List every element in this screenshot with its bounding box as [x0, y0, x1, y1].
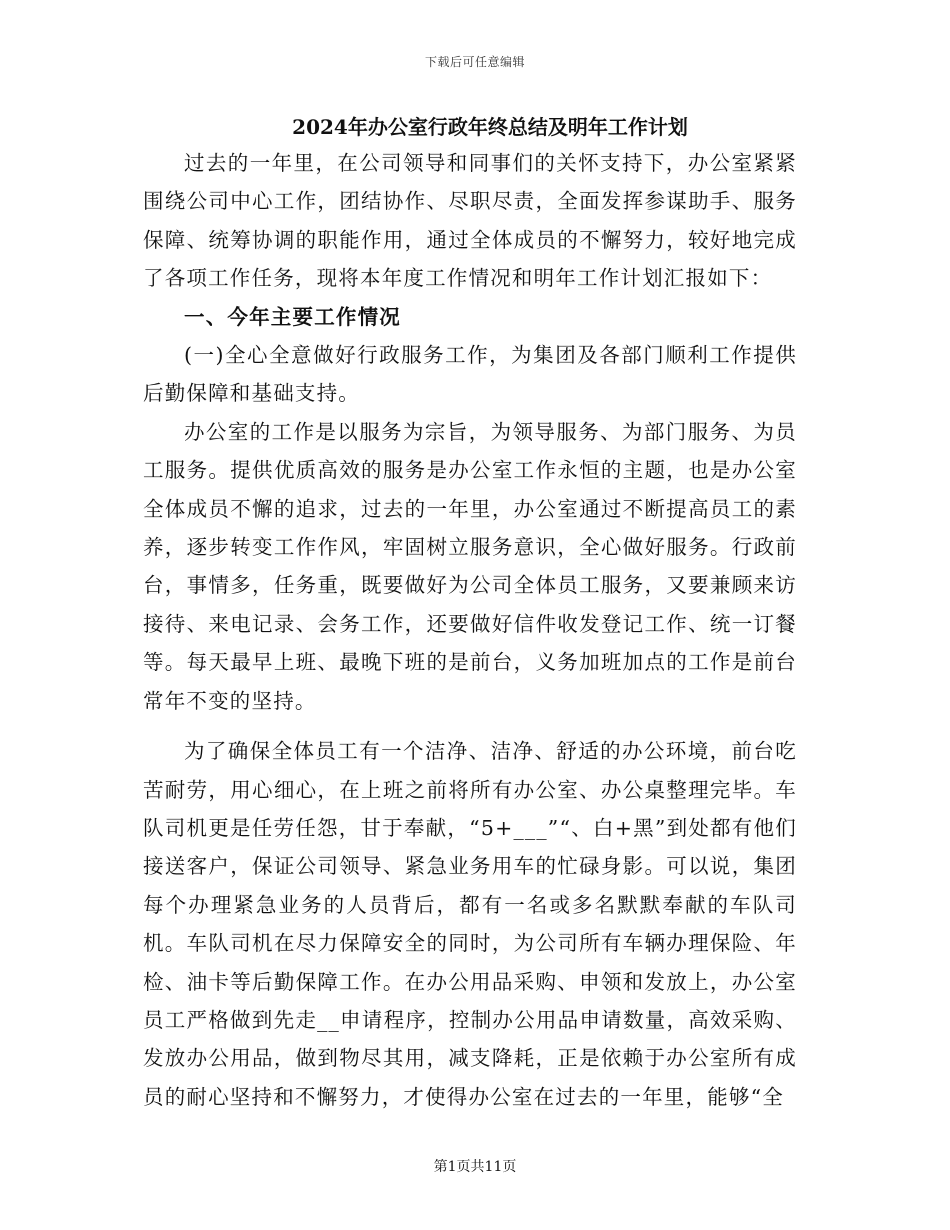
document-title: 2024年办公室行政年终总结及明年工作计划: [292, 115, 688, 139]
paragraph-service: 办公室的工作是以服务为宗旨，为领导服务、为部门服务、为员工服务。提供优质高效的服务是办公室工作永恒的主题，也是办公室全体成员不懈的追求，过去的一年里，办公室通过不断提高员工的素养，逐步转变工作作风，牢固树立服务意识，全心做好服务。行政前台，事情多，任务重，既要做好为公司全体员工服务，又要兼顾来访接待、来电记录、会务工作，还要做好信件收发登记工作、统一订餐等。每天最早上班、最晚下班的是前台，义务加班加点的工作是前台常年不变的坚持。: [143, 419, 797, 713]
page-indicator: 第1页共11页: [433, 1159, 517, 1175]
paragraph-intro: 过去的一年里，在公司领导和同事们的关怀支持下，办公室紧紧围绕公司中心工作，团结协作、尽职尽责，全面发挥参谋助手、服务保障、统筹协调的职能作用，通过全体成员的不懈努力，较好地完成了各项工作任务，现将本年度工作情况和明年工作计划汇报如下：: [143, 151, 797, 291]
header-note: 下载后可任意编辑: [424, 55, 525, 69]
document-body: [143, 144, 797, 1116]
subsection-heading: (一)全心全意做好行政服务工作，为集团及各部门顺利工作提供后勤保障和基础支持。: [143, 343, 797, 406]
section-heading: 一、今年主要工作情况: [184, 304, 401, 329]
paragraph-environment: 为了确保全体员工有一个洁净、洁净、舒适的办公环境，前台吃苦耐劳，用心细心，在上班之前将所有办公室、办公桌整理完毕。车队司机更是任劳任怨，甘于奉献，“5+___”“、白+黑”到处都有他们接送客户，保证公司领导、紧急业务用车的忙碌身影。可以说，集团每个办理紧急业务的人员背后，都有一名或多名默默奉献的车队司机。车队司机在尽力保障安全的同时，为公司所有车辆办理保险、年检、油卡等后勤保障工作。在办公用品采购、申领和发放上，办公室员工严格做到先走__申请程序，控制办公用品申请数量，高效采购、发放办公用品，做到物尽其用，减支降耗，正是依赖于办公室所有成员的耐心坚持和不懈努力，才使得办公室在过去的一年里，能够“全: [143, 739, 797, 1109]
